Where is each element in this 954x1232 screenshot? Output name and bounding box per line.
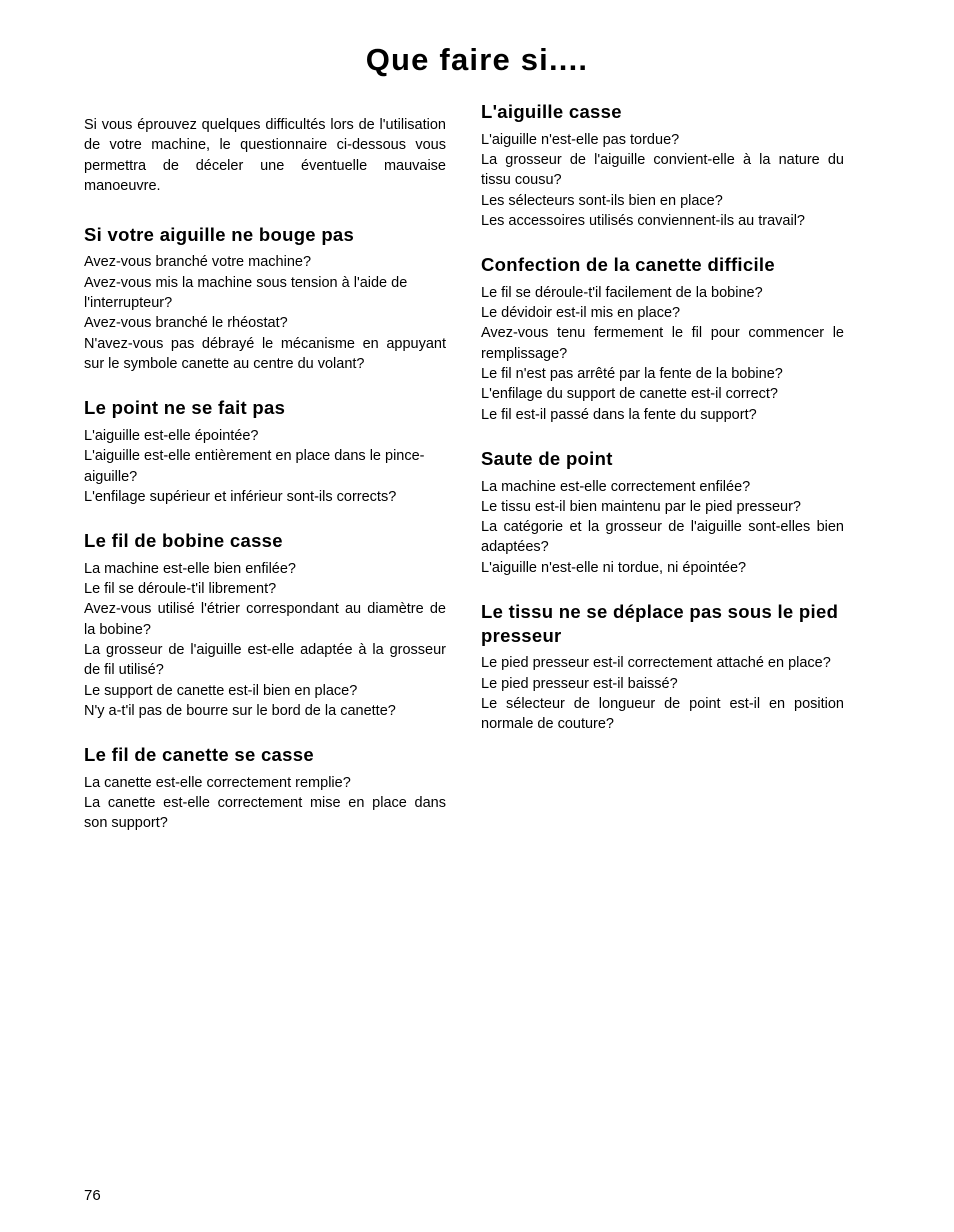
section-heading: Si votre aiguille ne bouge pas [84, 223, 355, 245]
question-item: La catégorie et la grosseur de l'aiguille sont-elles bien adaptées? [481, 519, 844, 556]
question-item: Les sélecteurs sont-ils bien en place? [481, 192, 723, 209]
question-item: L'enfilage supérieur et inférieur sont-ils corrects? [84, 488, 397, 505]
section-heading: Confection de la canette difficile [481, 254, 775, 276]
section-heading: Saute de point [481, 447, 613, 469]
question-item: La machine est-elle correctement enfilée? [481, 478, 751, 495]
question-item: La canette est-elle correctement remplie? [84, 774, 351, 791]
content-columns [84, 100, 874, 834]
question-item: Le fil n'est pas arrêté par la fente de la bobine? [481, 366, 783, 383]
section-point-ne-se-fait-pas [84, 396, 446, 507]
question-item: Avez-vous branché votre machine? [84, 254, 312, 271]
question-item: Les accessoires utilisés conviennent-ils au travail? [481, 212, 805, 229]
question-item: Le dévidoir est-il mis en place? [481, 305, 681, 322]
question-item: Avez-vous tenu fermement le fil pour commencer le remplissage? [481, 325, 844, 362]
section-heading: Le fil de canette se casse [84, 744, 314, 766]
question-item: La canette est-elle correctement mise en place dans son support? [84, 795, 446, 832]
question-item: L'aiguille est-elle épointée? [84, 427, 259, 444]
question-item: L'aiguille est-elle entièrement en place dans le pince-aiguille? [84, 448, 425, 485]
question-item: Le tissu est-il bien maintenu par le pied presseur? [481, 498, 801, 515]
question-item: L'enfilage du support de canette est-il correct? [481, 386, 778, 403]
question-item: Le fil se déroule-t'il librement? [84, 581, 277, 598]
question-item: Le support de canette est-il bien en place? [84, 682, 358, 699]
question-item: La grosseur de l'aiguille est-elle adaptée à la grosseur de fil utilisé? [84, 641, 446, 679]
question-item: Le fil se déroule-t'il facilement de la bobine? [481, 284, 763, 301]
section-aiguille-ne-bouge-pas [84, 223, 446, 374]
question-item: Avez-vous branché le rhéostat? [84, 315, 288, 332]
intro-paragraph: Si vous éprouvez quelques difficultés lors de l'utilisation de votre machine, le questionnaire ci-dessous vous permettra de déceler une éventuelle mauvaise manoeuvre. [84, 116, 446, 195]
left-column [84, 100, 446, 834]
question-item: Le fil est-il passé dans la fente du support? [481, 406, 757, 423]
section-heading: Le point ne se fait pas [84, 397, 286, 419]
right-column [481, 100, 844, 834]
question-item: L'aiguille n'est-elle pas tordue? [481, 131, 680, 148]
section-fil-de-canette-se-casse [84, 743, 446, 834]
question-item: Avez-vous mis la machine sous tension à l'aide de l'interrupteur? [84, 274, 408, 312]
section-aiguille-casse [481, 100, 844, 231]
section-heading: Le fil de bobine casse [84, 530, 283, 552]
question-item: Le pied presseur est-il baissé? [481, 675, 678, 692]
question-item: La machine est-elle bien enfilée? [84, 560, 296, 577]
page-title: Que faire si.... [365, 42, 589, 77]
section-tissu-ne-se-deplace-pas [481, 600, 844, 735]
page-number: 76 [84, 1187, 101, 1204]
section-heading: Le tissu ne se déplace pas sous le pied presseur [481, 601, 839, 646]
section-heading: L'aiguille casse [481, 101, 622, 122]
question-item: La grosseur de l'aiguille convient-elle à la nature du tissu cousu? [481, 151, 844, 189]
question-item: N'y a-t'il pas de bourre sur le bord de la canette? [84, 702, 396, 719]
question-item: N'avez-vous pas débrayé le mécanisme en appuyant sur le symbole canette au centre du volant? [84, 335, 446, 372]
question-item: L'aiguille n'est-elle ni tordue, ni épointée? [481, 559, 747, 576]
section-confection-canette-difficile [481, 253, 844, 425]
section-fil-de-bobine-casse [84, 529, 446, 721]
question-item: Le sélecteur de longueur de point est-il en position normale de couture? [481, 696, 844, 733]
question-item: Le pied presseur est-il correctement attaché en place? [481, 655, 831, 672]
question-item: Avez-vous utilisé l'étrier correspondant au diamètre de la bobine? [84, 601, 446, 638]
section-saute-de-point [481, 447, 844, 578]
